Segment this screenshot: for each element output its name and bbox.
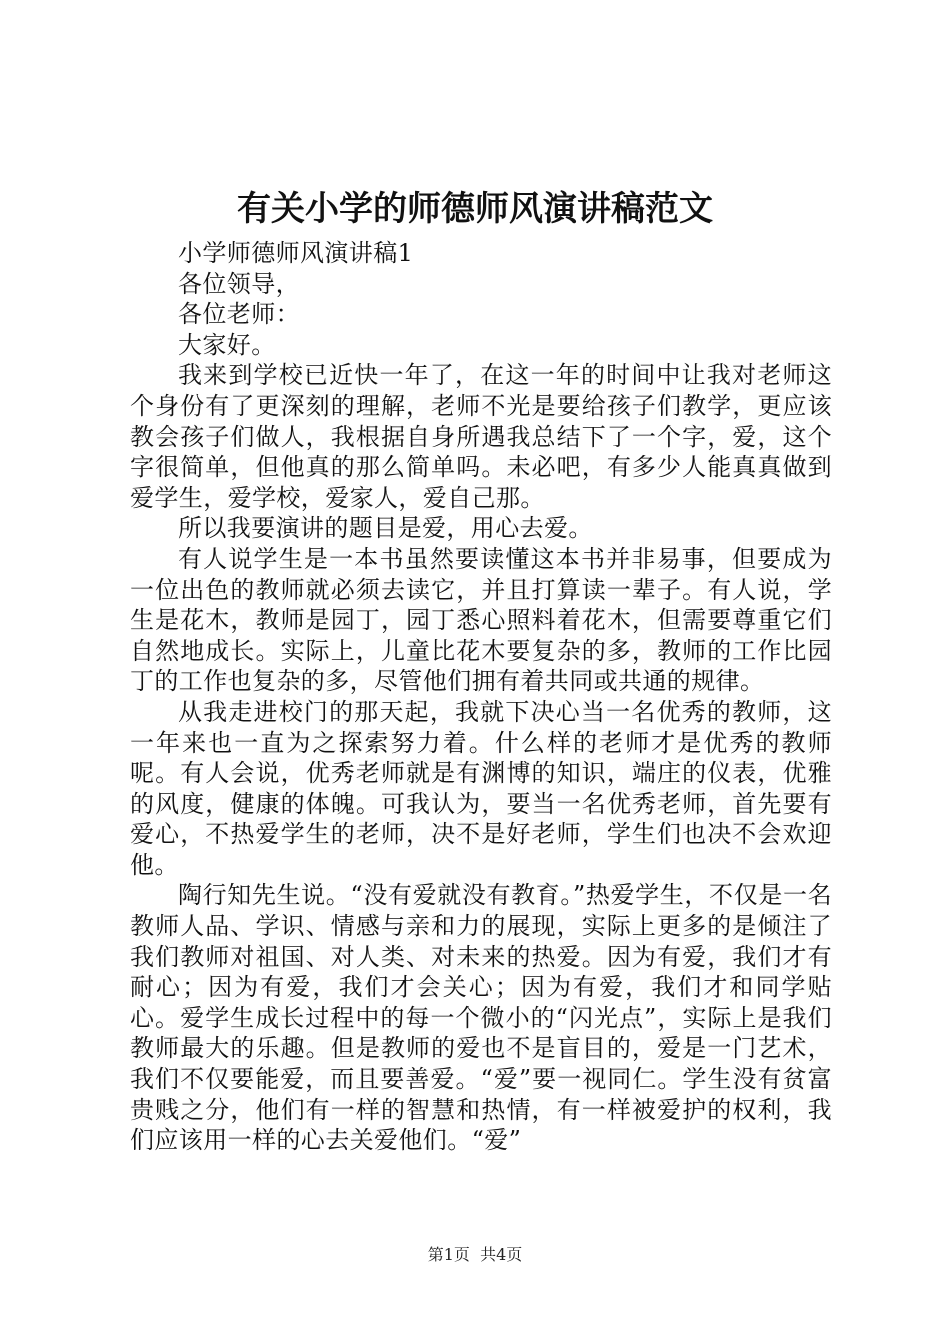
document-body <box>130 238 832 1156</box>
paragraph: 我来到学校已近快一年了，在这一年的时间中让我对老师这个身份有了更深刻的理解，老师不光是要给孩子们教学，更应该教会孩子们做人，我根据自身所遇我总结下了一个字，爱，这个字很简单，但他真的那么简单吗。未必吧，有多少人能真真做到爱学生，爱学校，爱家人，爱自己那。 <box>130 361 832 512</box>
document-title: 有关小学的师德师风演讲稿范文 <box>237 189 713 229</box>
paragraph: 所以我要演讲的题目是爱，用心去爱。 <box>178 514 593 543</box>
paragraph-heading: 小学师德师风演讲稿1 <box>178 239 414 267</box>
paragraph-greeting: 大家好。 <box>178 330 276 359</box>
page-number: 第1页 <box>427 1245 470 1264</box>
page-total: 共4页 <box>480 1245 523 1264</box>
paragraph-salutation-leaders: 各位领导， <box>178 269 300 298</box>
page-footer <box>0 1244 950 1266</box>
paragraph: 陶行知先生说。“没有爱就没有教育。”热爱学生，不仅是一名教师人品、学识、情感与亲和力的展现，实际上更多的是倾注了我们教师对祖国、对人类、对未来的热爱。因为有爱，我们才有耐心；因为有爱，我们才会关心；因为有爱，我们才和同学贴心。爱学生成长过程中的每一个微小的“闪光点”，实际上是我们教师最大的乐趣。但是教师的爱也不是盲目的，爱是一门艺术，我们不仅要能爱，而且要善爱。“爱”要一视同仁。学生没有贫富贵贱之分，他们有一样的智慧和热情，有一样被爱护的权利，我们应该用一样的心去关爱他们。“爱” <box>130 881 832 1155</box>
paragraph-salutation-teachers: 各位老师： <box>178 300 300 329</box>
paragraph: 从我走进校门的那天起，我就下决心当一名优秀的教师，这一年来也一直为之探索努力着。什么样的老师才是优秀的教师呢。有人会说，优秀老师就是有渊博的知识，端庄的仪表，优雅的风度，健康的体魄。可我认为，要当一名优秀老师，首先要有爱心，不热爱学生的老师，决不是好老师，学生们也决不会欢迎他。 <box>130 697 832 879</box>
paragraph: 有人说学生是一本书虽然要读懂这本书并非易事，但要成为一位出色的教师就必须去读它，并且打算读一辈子。有人说，学生是花木，教师是园丁，园丁悉心照料着花木，但需要尊重它们自然地成长。实际上，儿童比花木要复杂的多，教师的工作比园丁的工作也复杂的多，尽管他们拥有着共同或共通的规律。 <box>130 544 832 696</box>
